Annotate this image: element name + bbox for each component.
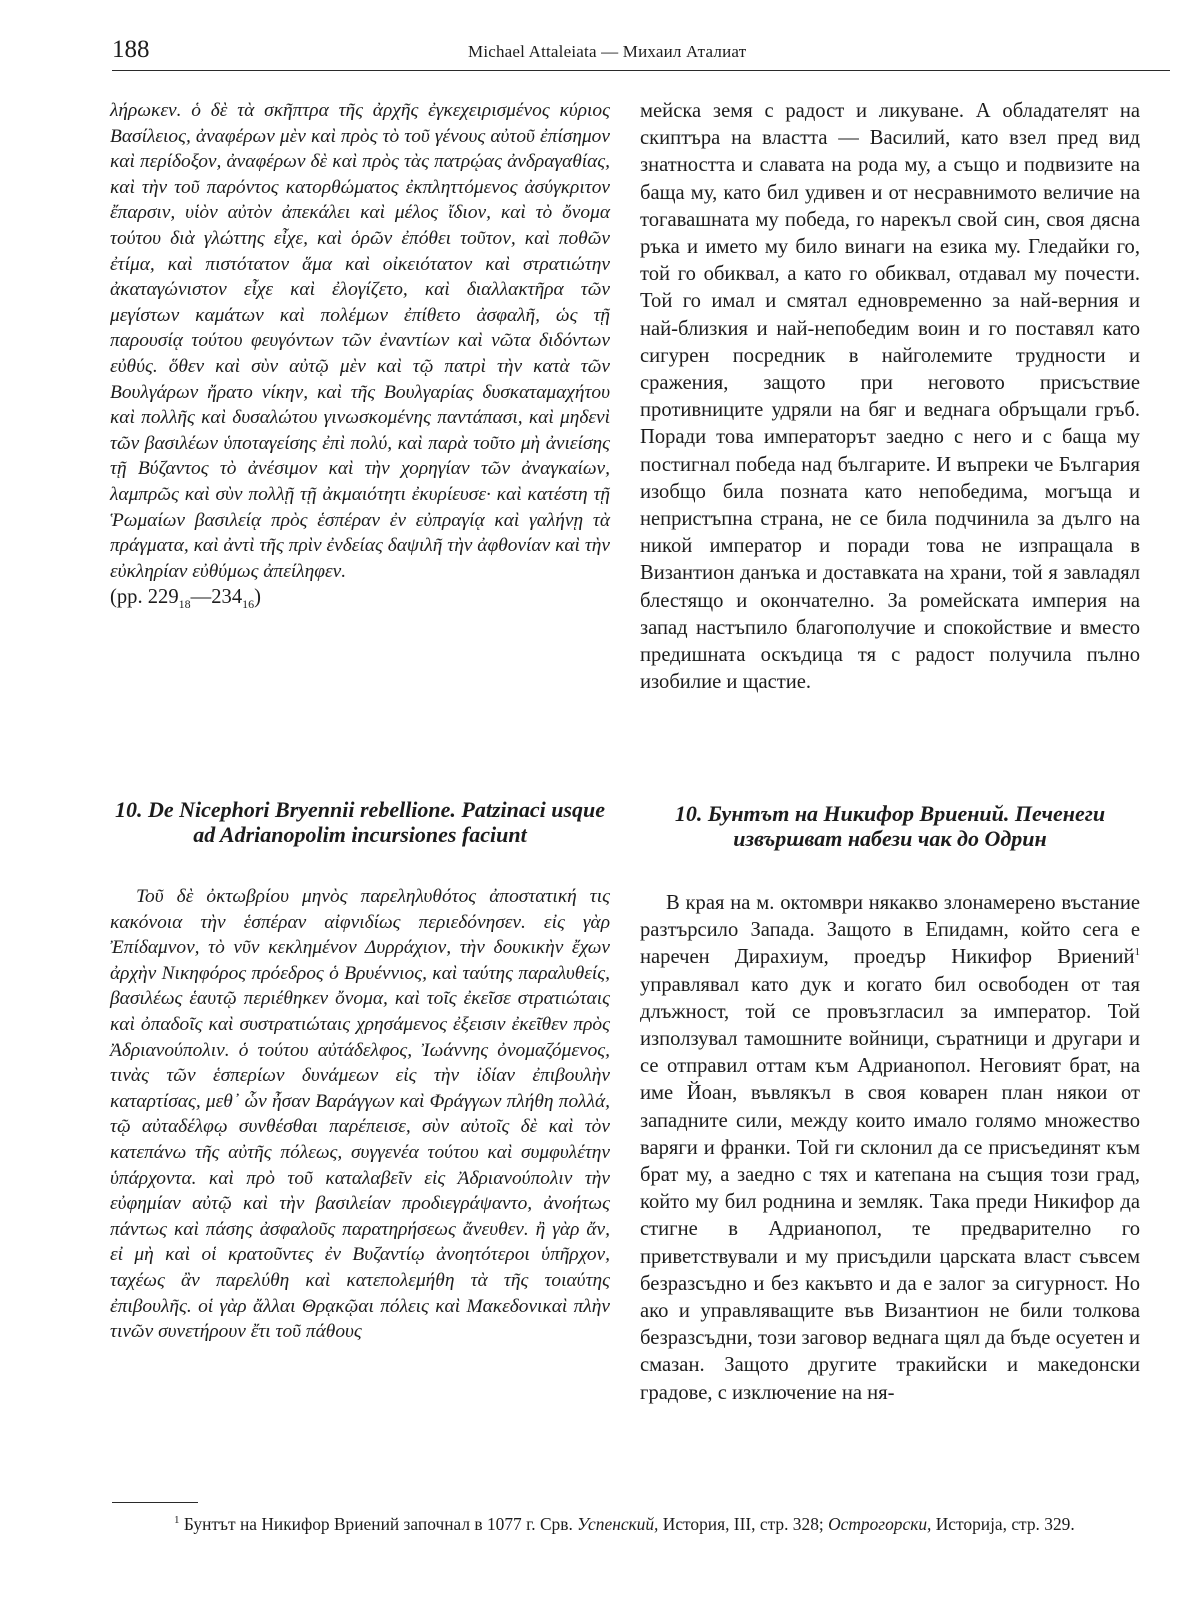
section-9-greek-column [110, 98, 610, 611]
page-header [112, 36, 1170, 72]
footnote-number: 1 [174, 1514, 180, 1527]
header-rule [112, 70, 1170, 71]
section-10-bulgarian-text: В края на м. октомври някакво злонамерено въстание разтърсило Запада. Защото в Епидамн, който сега е наречен Дирахиум, проедър Никифор Вриений$^1$ управлявал като дук и когато бил освободен от тая длъжност, той се провъзгласил за император. Той използувал тамошните войници, съратници и другари и се отправил оттам към Адрианопол. Неговият брат, на име Йоан, въвлякъл в своя коварен план някои от западните сили, между които имало голямо множество варяги и франки. Той ги склонил да се присъединят към брат му, а заедно с тях и катепана на същия този град, който му бил роднина и земляк. Така преди Никифор да стигне в Адрианопол, те предварително го приветствували и му присъдили царската власт съвсем безразсъдно и без какъвто и да е залог за сигурност. Но ако и управляващите във Византион не били толкова безразсъдни, този заговор веднага щял да бъде осуетен и смазан. Защото другите тракийски и македонски градове, с изключение на ня- [640, 892, 1140, 1404]
section-10-greek-text: Τοῦ δὲ ὀκτωβρίου μηνὸς παρεληλυθότος ἀποστατική τις κακόνοια τὴν ἑσπέραν αἰφνιδίως περιεδόνησεν. εἰς γὰρ Ἐπίδαμνον, τὸ νῦν κεκλημένον Δυρράχιον, τὴν δουκικὴν ἔχων ἀρχὴν Νικηφόρος πρόεδρος ὁ Βρυέννιος, καὶ ταύτης παραλυθείς, βασιλέως ἑαυτῷ περιέθηκεν ὄνομα, καὶ τοῖς ἐκεῖσε στρατιώταις καὶ ὀπαδοῖς καὶ συστρατιώταις χρησάμενος ἐξεισιν ἐκεῖθεν πρὸς Ἀδριανούπολιν. ὁ τούτου αὐτάδελφος, Ἰωάννης ὀνομαζόμενος, τινὰς τῶν ἑσπερίων δυνάμεων εἰς τὴν ἰδίαν ἐπιβουλὴν καταρτίσας, μεθ᾽ ὧν ἦσαν Βαράγγων καὶ Φράγγων πλήθη πολλά, τῷ αὐταδέλφῳ συνθέσθαι παρέπεισε, σὺν αὐτοῖς δὲ καὶ τὸν κατεπάνω τῆς αὐτῆς πόλεως, συγγενέα τούτου καὶ συμφυλέτην ὑπάρχοντα. καὶ πρὸ τοῦ καταλαβεῖν εἰς Ἀδριανούπολιν τὴν εὐφημίαν αὐτῷ καὶ τὴν βασιλείαν προδιεγράψαντο, ἀνοήτως πάντως καὶ πάσης ἀσφαλοῦς παρατηρήσεως ἄνευθεν. ἢ γὰρ ἄν, εἰ μὴ καὶ οἱ κρατοῦντες ἐν Βυζαντίῳ ἀνοητότεροι ὑπῆρχον, ταχέως ἂν παρελύθη καὶ κατεπολεμήθη τὰ τῆς τοιαύτης ἐπιβουλῆς. οἱ γὰρ ἄλλαι Θρᾳκῷαι πόλεις καὶ Μακεδονικαὶ πλὴν τινῶν συνετήρουν ἔτι τοῦ πάθους [110, 886, 610, 1343]
section-10-greek-column [110, 884, 610, 1345]
page-number: 188 [112, 36, 150, 63]
footnote-ref-uspensky: Успенский, [577, 1514, 659, 1534]
section-10-bulgarian-column [640, 890, 1140, 1407]
section-10-bulgarian-title: 10. Бунтът на Никифор Вриений. Печенеги извършват набези чак до Одрин [674, 801, 1106, 851]
section-10-latin-title: 10. De Nicephori Bryennii rebellione. Patzinaci usque ad Adrianopolim incursiones faciunt [114, 797, 606, 847]
footnote-rule [112, 1502, 198, 1503]
section-9-bulgarian-text: мейска земя с радост и ликуване. А обладателят на скиптъра на властта — Василий, като взел пред вид знатността и славата на рода му, а също и подвизите на баща му, като бил удивен и от несравнимото величие на тогавашната му победа, го нарекъл свой син, своя дясна ръка и името му било винаги на езика му. Гледайки го, той го обиквал, а като го обиквал, отдавал му почести. Той го имал и смятал едновременно за най-верния и най-близкия и най-непобедим воин и го поставял като сигурен посредник в найголемите трудности и сражения, защото при неговото присъствие противниците удряли на бяг и веднага обръщали гръб. Поради това императорът заедно с него и с баща му постигнал победа над българите. И въпреки че България изобщо била позната като непобедима, могъща и непристъпна страна, не се била подчинила за дълго на никой император и поради това не изпращала в Византион данъка и доставката на храни, той я завладял блестящо и окончателно. За ромейската империя на запад настъпило благополучие и спокойствие и вместо предишната оскъдица тя с радост получила пълно изобилие и щастие. [640, 100, 1140, 694]
section-9-bulgarian-column [640, 98, 1140, 696]
footnote-marker[interactable]: 1 [1134, 946, 1140, 959]
footnote-ref-ostrogorski: Острогорски, [828, 1514, 932, 1534]
running-head: Michael Attaleiata — Михаил Аталиат [468, 42, 747, 61]
section-9-greek-text: λήρωκεν. ὁ δὲ τὰ σκῆπτρα τῆς ἀρχῆς ἐγκεχειρισμένος κύριος Βασίλειος, ἀναφέρων μὲν καὶ πρὸς τὸ τοῦ γένους αὐτοῦ ἐπίσημον καὶ περίδοξον, ἀναφέρων δὲ καὶ πρὸς τὰς πατρῴας ἀνδραγαθίας, καὶ τὴν τοῦ παρόντος κατορθώματος ἐκπληττόμενος ἀσύγκριτον ἔπαρσιν, υἱὸν αὐτὸν ἀπεκάλει καὶ μέλος ἴδιον, καὶ τὸ ὄνομα τούτου διὰ γλώττης εἶχε, καὶ ὁρῶν ἐπόθει τοῦτον, καὶ ποθῶν ἐτίμα, καὶ πιστότατον ἅμα καὶ οἰκειότατον καὶ στρατιώτην ἀκαταγώνιστον εἶχε καὶ ἐλογίζετο, καὶ διαλλακτῆρα τῶν μεγίστων καμάτων καὶ πολέμων ἐπίθετο ἀσφαλῆ, ὡς τῇ παρουσίᾳ τούτου φευγόντων τῶν ἐναντίων καὶ νῶτα διδόντων εὐθύς. ὅθεν καὶ σὺν αὐτῷ μὲν καὶ τῷ πατρὶ τὴν κατὰ τῶν Βουλγάρων ἤρατο νίκην, καὶ τῆς Βουλγαρίας δυσκαταμαχήτου καὶ πολλῆς καὶ δυσαλώτου γινωσκομένης παντάπασι, καὶ μηδενὶ τῶν βασιλέων ὑποταγείσης ἐπὶ πολύ, καὶ παρὰ τοῦτο μὴ ἀνιείσης τῇ Βύζαντος τὸ ἀνέσιμον καὶ τὴν χορηγίαν τῶν ἀναγκαίων, λαμπρῶς καὶ σὺν πολλῇ τῇ ἀκμαιότητι ἐκυρίευσε· καὶ κατέστη τῇ Ῥωμαίων βασιλείᾳ πρὸς ἑσπέραν ἐν εὐπραγίᾳ καὶ γαλήνῃ τὰ πράγματα, καὶ ἀντὶ τῆς πρὶν ἐνδείας δαψιλῆ τὴν ἀφθονίαν καὶ τὴν εὐκληρίαν εὐθύμως ἀπείληφεν. [110, 100, 610, 582]
page-citation: (pp. $229_{18}—234_{16}$) [110, 586, 261, 612]
footnote: $^1$ Бунтът на Никифор Вриений започнал в 1077 г. Срв. Успенский, История, III, стр. 328; Острогорски, Историја, стр. 329. [174, 1514, 1075, 1534]
